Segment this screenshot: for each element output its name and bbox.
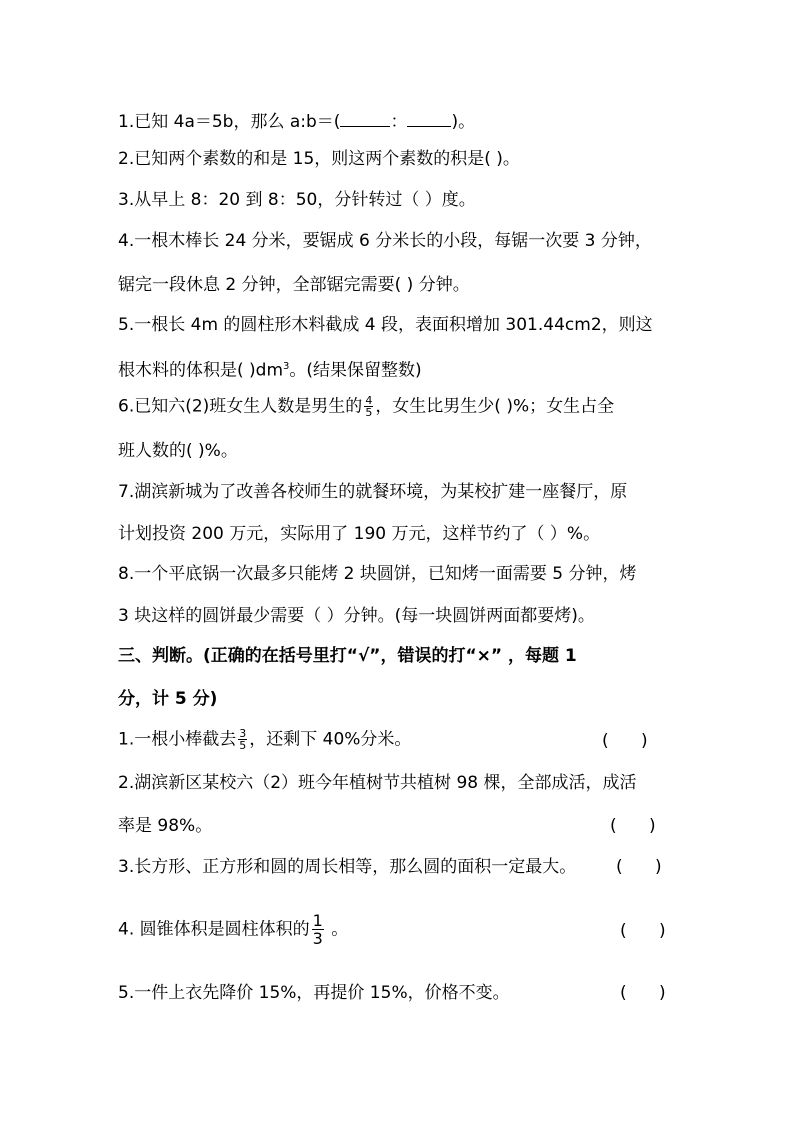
judge-j4: 4. 圆锥体积是圆柱体积的 $\frac{1}{3}$ 。 <box>118 911 349 948</box>
fill-q7-line2: 计划投资 200 万元，实际用了 190 万元，这样节约了（ ）%。 <box>118 524 601 544</box>
fraction-three-fifths: $\frac{3}{5}$ <box>239 727 247 752</box>
fill-q6-line2: 班人数的( )%。 <box>118 441 238 461</box>
fraction-four-fifths: $\frac{4}{5}$ <box>365 394 373 419</box>
fill-q6-line1: 6.已知六(2)班女生人数是男生的 $\frac{4}{5}$ ，女生比男生少( )%；女生占全 <box>118 394 615 419</box>
blank <box>407 108 451 127</box>
fill-q1: 1.已知 4a＝5b，那么 a:b＝( ： )。 <box>118 108 475 133</box>
judge-j2-line2: 率是 98%。 <box>118 816 213 836</box>
judge-j3: 3.长方形、正方形和圆的周长相等，那么圆的面积一定最大。 <box>118 857 577 877</box>
fraction-one-third: $\frac{1}{3}$ <box>312 911 323 948</box>
answer-paren-2[interactable]: ( ) <box>610 816 656 836</box>
fill-q5-line1: 5.一根长 4m 的圆柱形木料截成 4 段，表面积增加 301.44cm2，则这 <box>118 315 653 335</box>
answer-paren-5[interactable]: ( ) <box>620 983 666 1003</box>
fill-q8-line1: 8.一个平底锅一次最多只能烤 2 块圆饼，已知烤一面需要 5 分钟，烤 <box>118 564 637 584</box>
answer-paren-4[interactable]: ( ) <box>620 921 666 941</box>
fill-q5-line2: 根木料的体积是( )$dm^3$。(结果保留整数) <box>118 360 422 381</box>
judge-j5: 5.一件上衣先降价 15%，再提价 15%，价格不变。 <box>118 983 510 1003</box>
section-header-line2: 分，计 5 分) <box>118 689 218 709</box>
answer-paren-3[interactable]: ( ) <box>616 857 662 877</box>
judge-j2-line1: 2.湖滨新区某校六（2）班今年植树节共植树 98 棵，全部成活，成活 <box>118 773 637 793</box>
fill-q4-line2: 锯完一段休息 2 分钟，全部锯完需要( ) 分钟。 <box>118 275 470 295</box>
fill-q2: 2.已知两个素数的和是 15，则这两个素数的积是( )。 <box>118 149 520 169</box>
judge-j1: 1.一根小棒截去 $\frac{3}{5}$ ，还剩下 40%分米。 <box>118 727 412 752</box>
section-header-line1: 三、判断。(正确的在括号里打“√”，错误的打“×” ，每题 1 <box>118 646 577 666</box>
answer-paren-1[interactable]: ( ) <box>602 731 648 751</box>
fill-q3: 3.从早上 8：20 到 8：50，分针转过（ ）度。 <box>118 190 476 210</box>
fill-q4-line1: 4.一根木棒长 24 分米，要锯成 6 分米长的小段，每锯一次要 3 分钟， <box>118 231 652 251</box>
fill-q8-line2: 3 块这样的圆饼最少需要（ ）分钟。(每一块圆饼两面都要烤)。 <box>118 606 595 626</box>
fill-q7-line1: 7.湖滨新城为了改善各校师生的就餐环境，为某校扩建一座餐厅，原 <box>118 482 628 502</box>
blank <box>340 108 390 127</box>
